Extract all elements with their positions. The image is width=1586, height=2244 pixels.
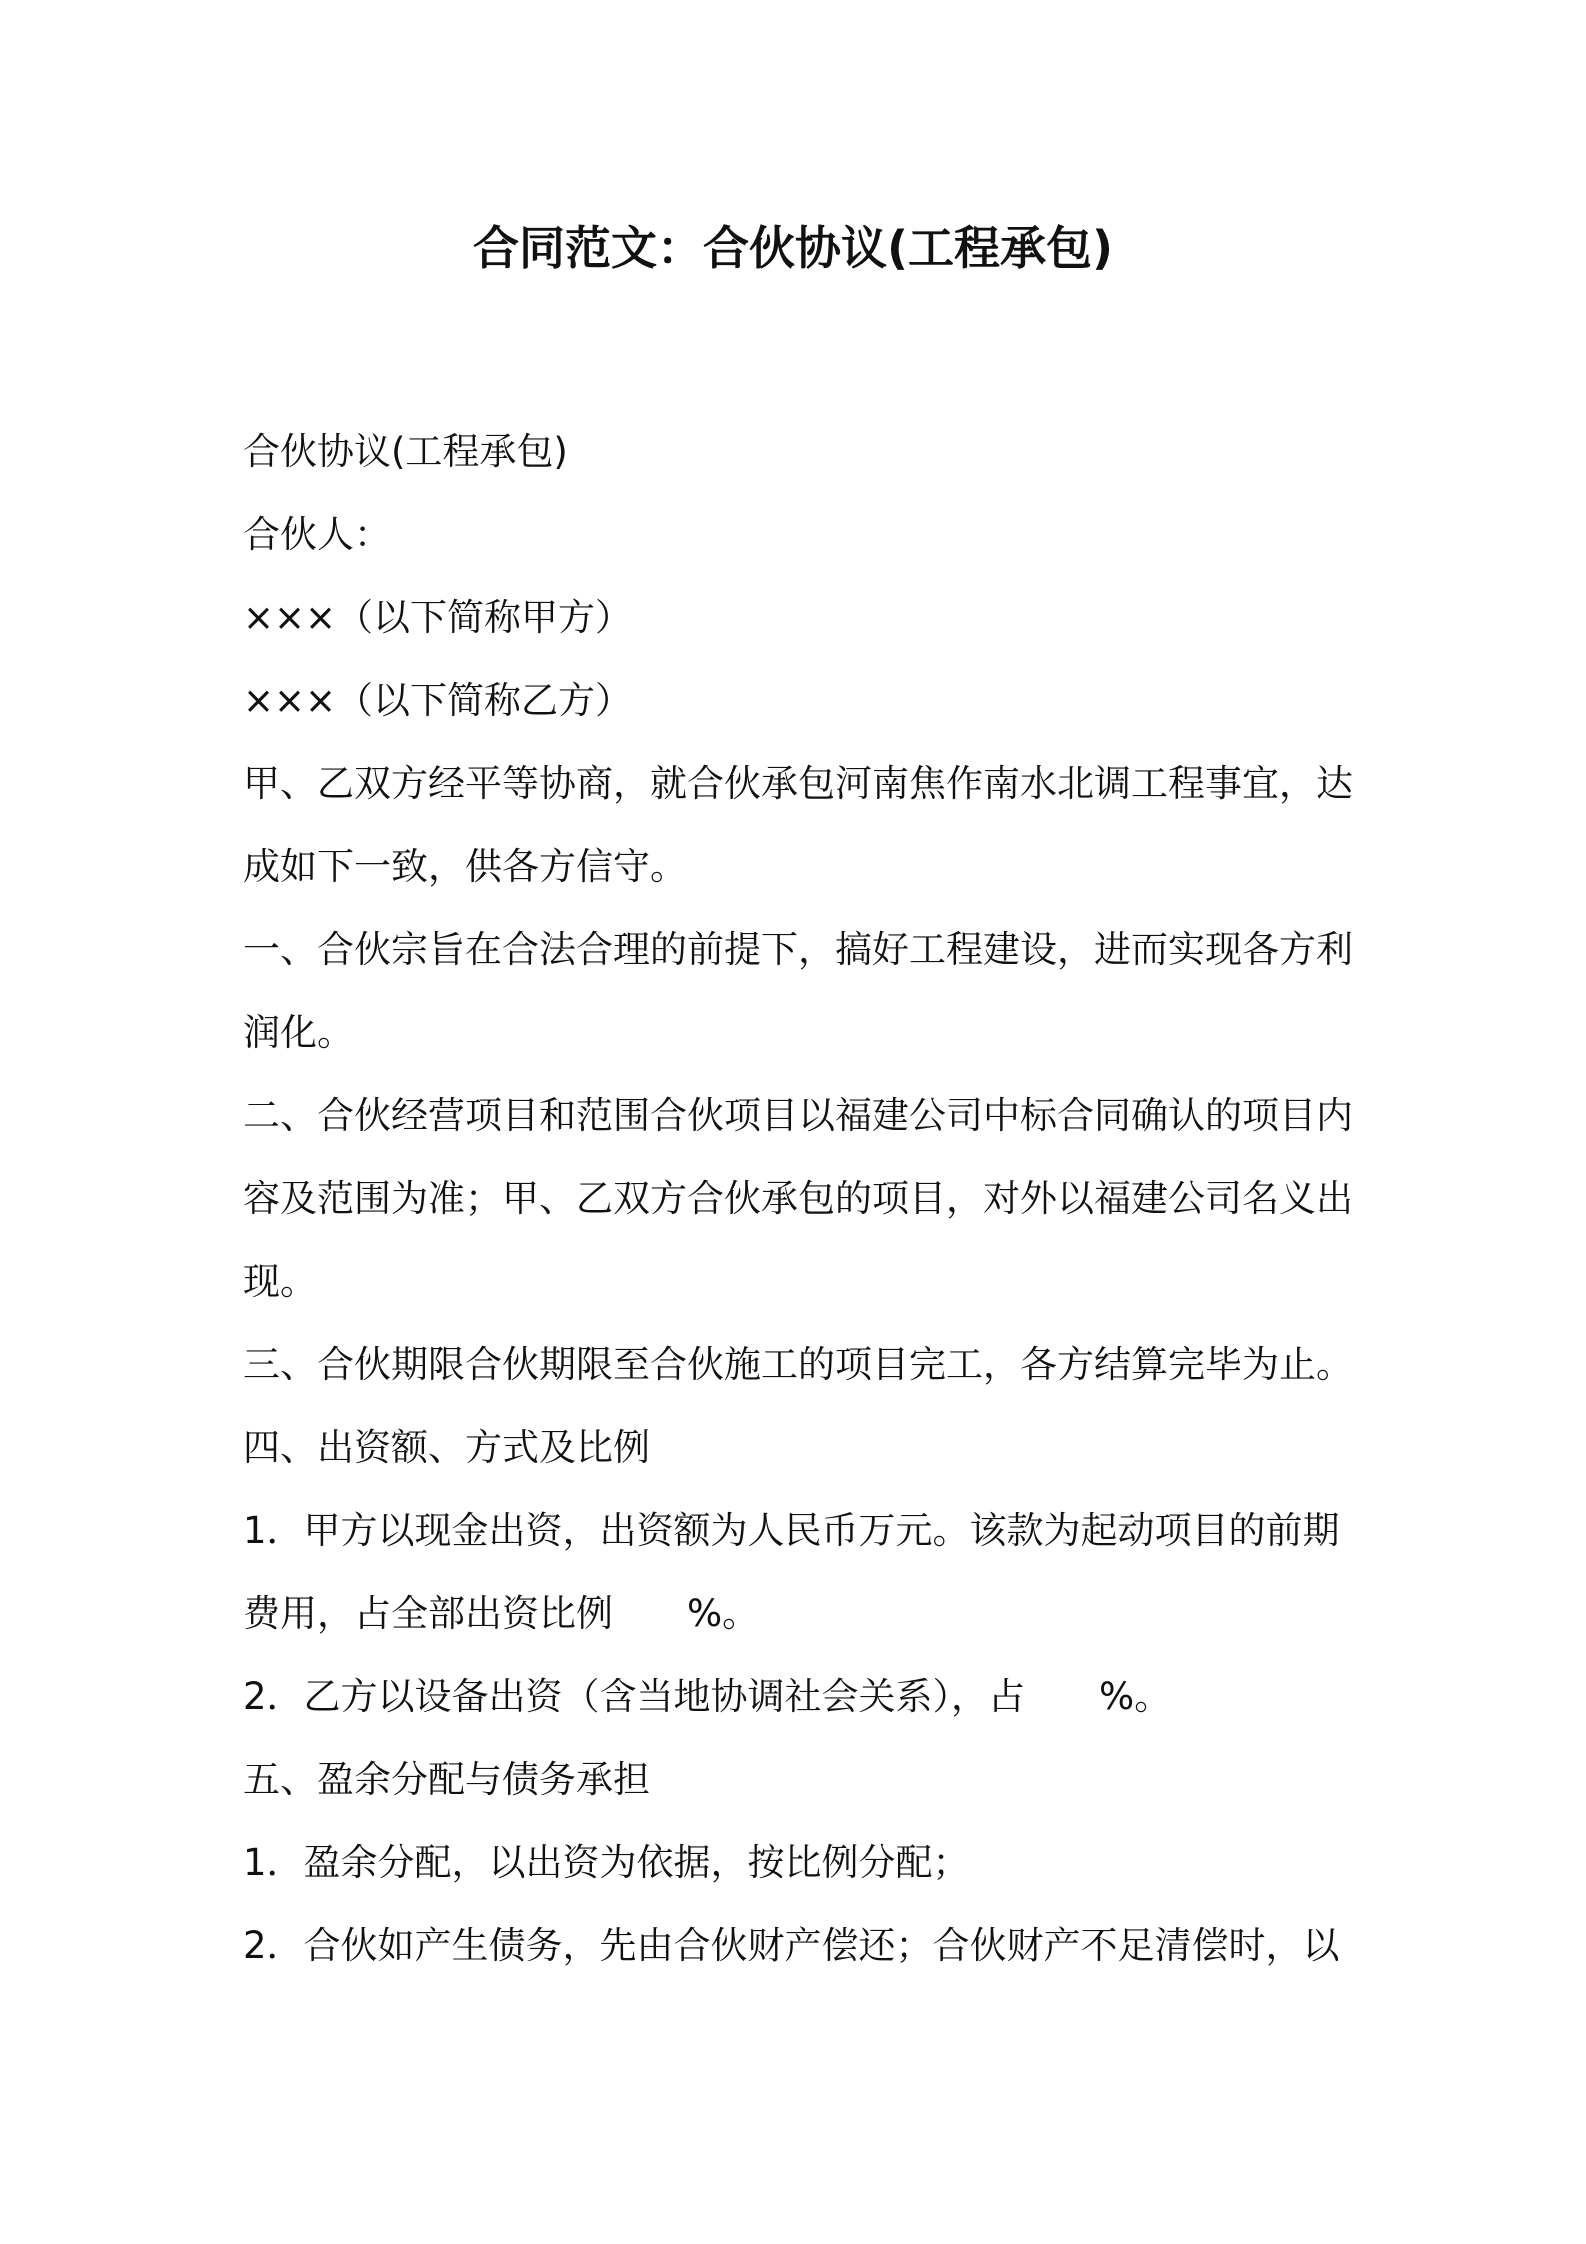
paragraph-subtitle: 合伙协议(工程承包) [243,430,568,473]
paragraph-party-a: ×××（以下简称甲方） [243,596,633,639]
paragraph-party-b: ×××（以下简称乙方） [243,679,633,722]
document-body [243,410,1363,1987]
paragraph-section-4-item-2: 2．乙方以设备出资（含当地协调社会关系），占 %。 [243,1675,1172,1718]
paragraph-section-3: 三、合伙期限合伙期限至合伙施工的项目完工，各方结算完毕为止。 [243,1343,1353,1386]
paragraph-section-4-item-1: 1．甲方以现金出资，出资额为人民币万元。该款为起动项目的前期费用，占全部出资比例 %。 [243,1509,1340,1635]
paragraph-partners-label: 合伙人： [243,513,391,556]
paragraph-section-2: 二、合伙经营项目和范围合伙项目以福建公司中标合同确认的项目内容及范围为准；甲、乙双方合伙承包的项目，对外以福建公司名义出现。 [243,1094,1353,1303]
paragraph-section-5-heading: 五、盈余分配与债务承担 [243,1758,650,1801]
paragraph-preamble: 甲、乙双方经平等协商，就合伙承包河南焦作南水北调工程事宜，达成如下一致，供各方信守。 [243,762,1353,888]
paragraph-section-5-item-2: 2．合伙如产生债务，先由合伙财产偿还；合伙财产不足清偿时，以 [243,1924,1340,1967]
document-title: 合同范文：合伙协议(工程承包) [472,221,1114,275]
paragraph-section-1: 一、合伙宗旨在合法合理的前提下，搞好工程建设，进而实现各方利润化。 [243,928,1353,1054]
paragraph-section-4-heading: 四、出资额、方式及比例 [243,1426,650,1469]
paragraph-section-5-item-1: 1．盈余分配，以出资为依据，按比例分配； [243,1841,970,1884]
